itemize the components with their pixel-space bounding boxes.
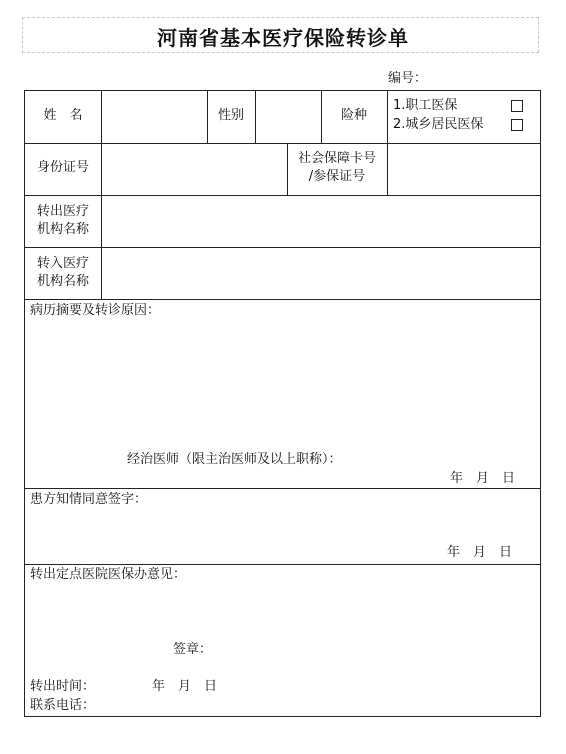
resident-insurance-checkbox[interactable] (511, 119, 523, 131)
transfer-out-institution-label: 转出医疗 (36, 204, 89, 219)
hospital-opinion-label: 转出定点医院医保办意见： (30, 567, 187, 582)
transfer-out-institution-label-line2: 机构名称 (36, 222, 89, 237)
id-number-label: 身份证号 (36, 160, 89, 175)
hospital-opinion-field[interactable] (26, 586, 539, 636)
option-employee-insurance: 1.职工医保 (393, 98, 458, 113)
option-resident-insurance: 2.城乡居民医保 (393, 117, 484, 132)
name-field[interactable] (102, 92, 206, 142)
patient-consent-label: 患方知情同意签字： (30, 492, 148, 507)
name-label: 姓 名 (43, 108, 83, 123)
social-security-card-label: 社会保障卡号 (297, 151, 376, 166)
transfer-time-label: 转出时间： (30, 679, 96, 694)
transfer-out-institution-field[interactable] (102, 196, 540, 246)
transfer-in-institution-label: 转入医疗 (36, 256, 89, 271)
row-divider (25, 488, 540, 489)
referral-form-table (24, 90, 541, 717)
gender-field[interactable] (256, 92, 320, 142)
employee-insurance-checkbox[interactable] (511, 100, 523, 112)
serial-number-label: 编号： (388, 71, 428, 86)
id-number-field[interactable] (102, 144, 286, 194)
social-security-card-field[interactable] (388, 144, 540, 194)
contact-phone-label: 联系电话： (30, 698, 96, 713)
insurance-id-label: /参保证号 (308, 169, 366, 184)
transfer-time-date: 年 月 日 (152, 679, 218, 694)
stamp-label: 签章： (173, 642, 213, 657)
transfer-in-institution-label-line2: 机构名称 (36, 274, 89, 289)
medical-history-label: 病历摘要及转诊原因： (30, 303, 161, 318)
insurance-type-label: 险种 (340, 108, 367, 123)
form-title: 河南省基本医疗保险转诊单 (157, 26, 409, 50)
attending-doctor-label: 经治医师（限主治医师及以上职称）： (127, 452, 342, 467)
transfer-in-institution-field[interactable] (102, 248, 540, 298)
row-divider (25, 299, 540, 300)
patient-consent-date: 年 月 日 (447, 545, 513, 560)
history-date: 年 月 日 (450, 471, 516, 486)
medical-history-field[interactable] (26, 321, 539, 451)
row-divider (25, 564, 540, 565)
patient-signature-field[interactable] (26, 511, 539, 541)
gender-label: 性别 (217, 108, 244, 123)
